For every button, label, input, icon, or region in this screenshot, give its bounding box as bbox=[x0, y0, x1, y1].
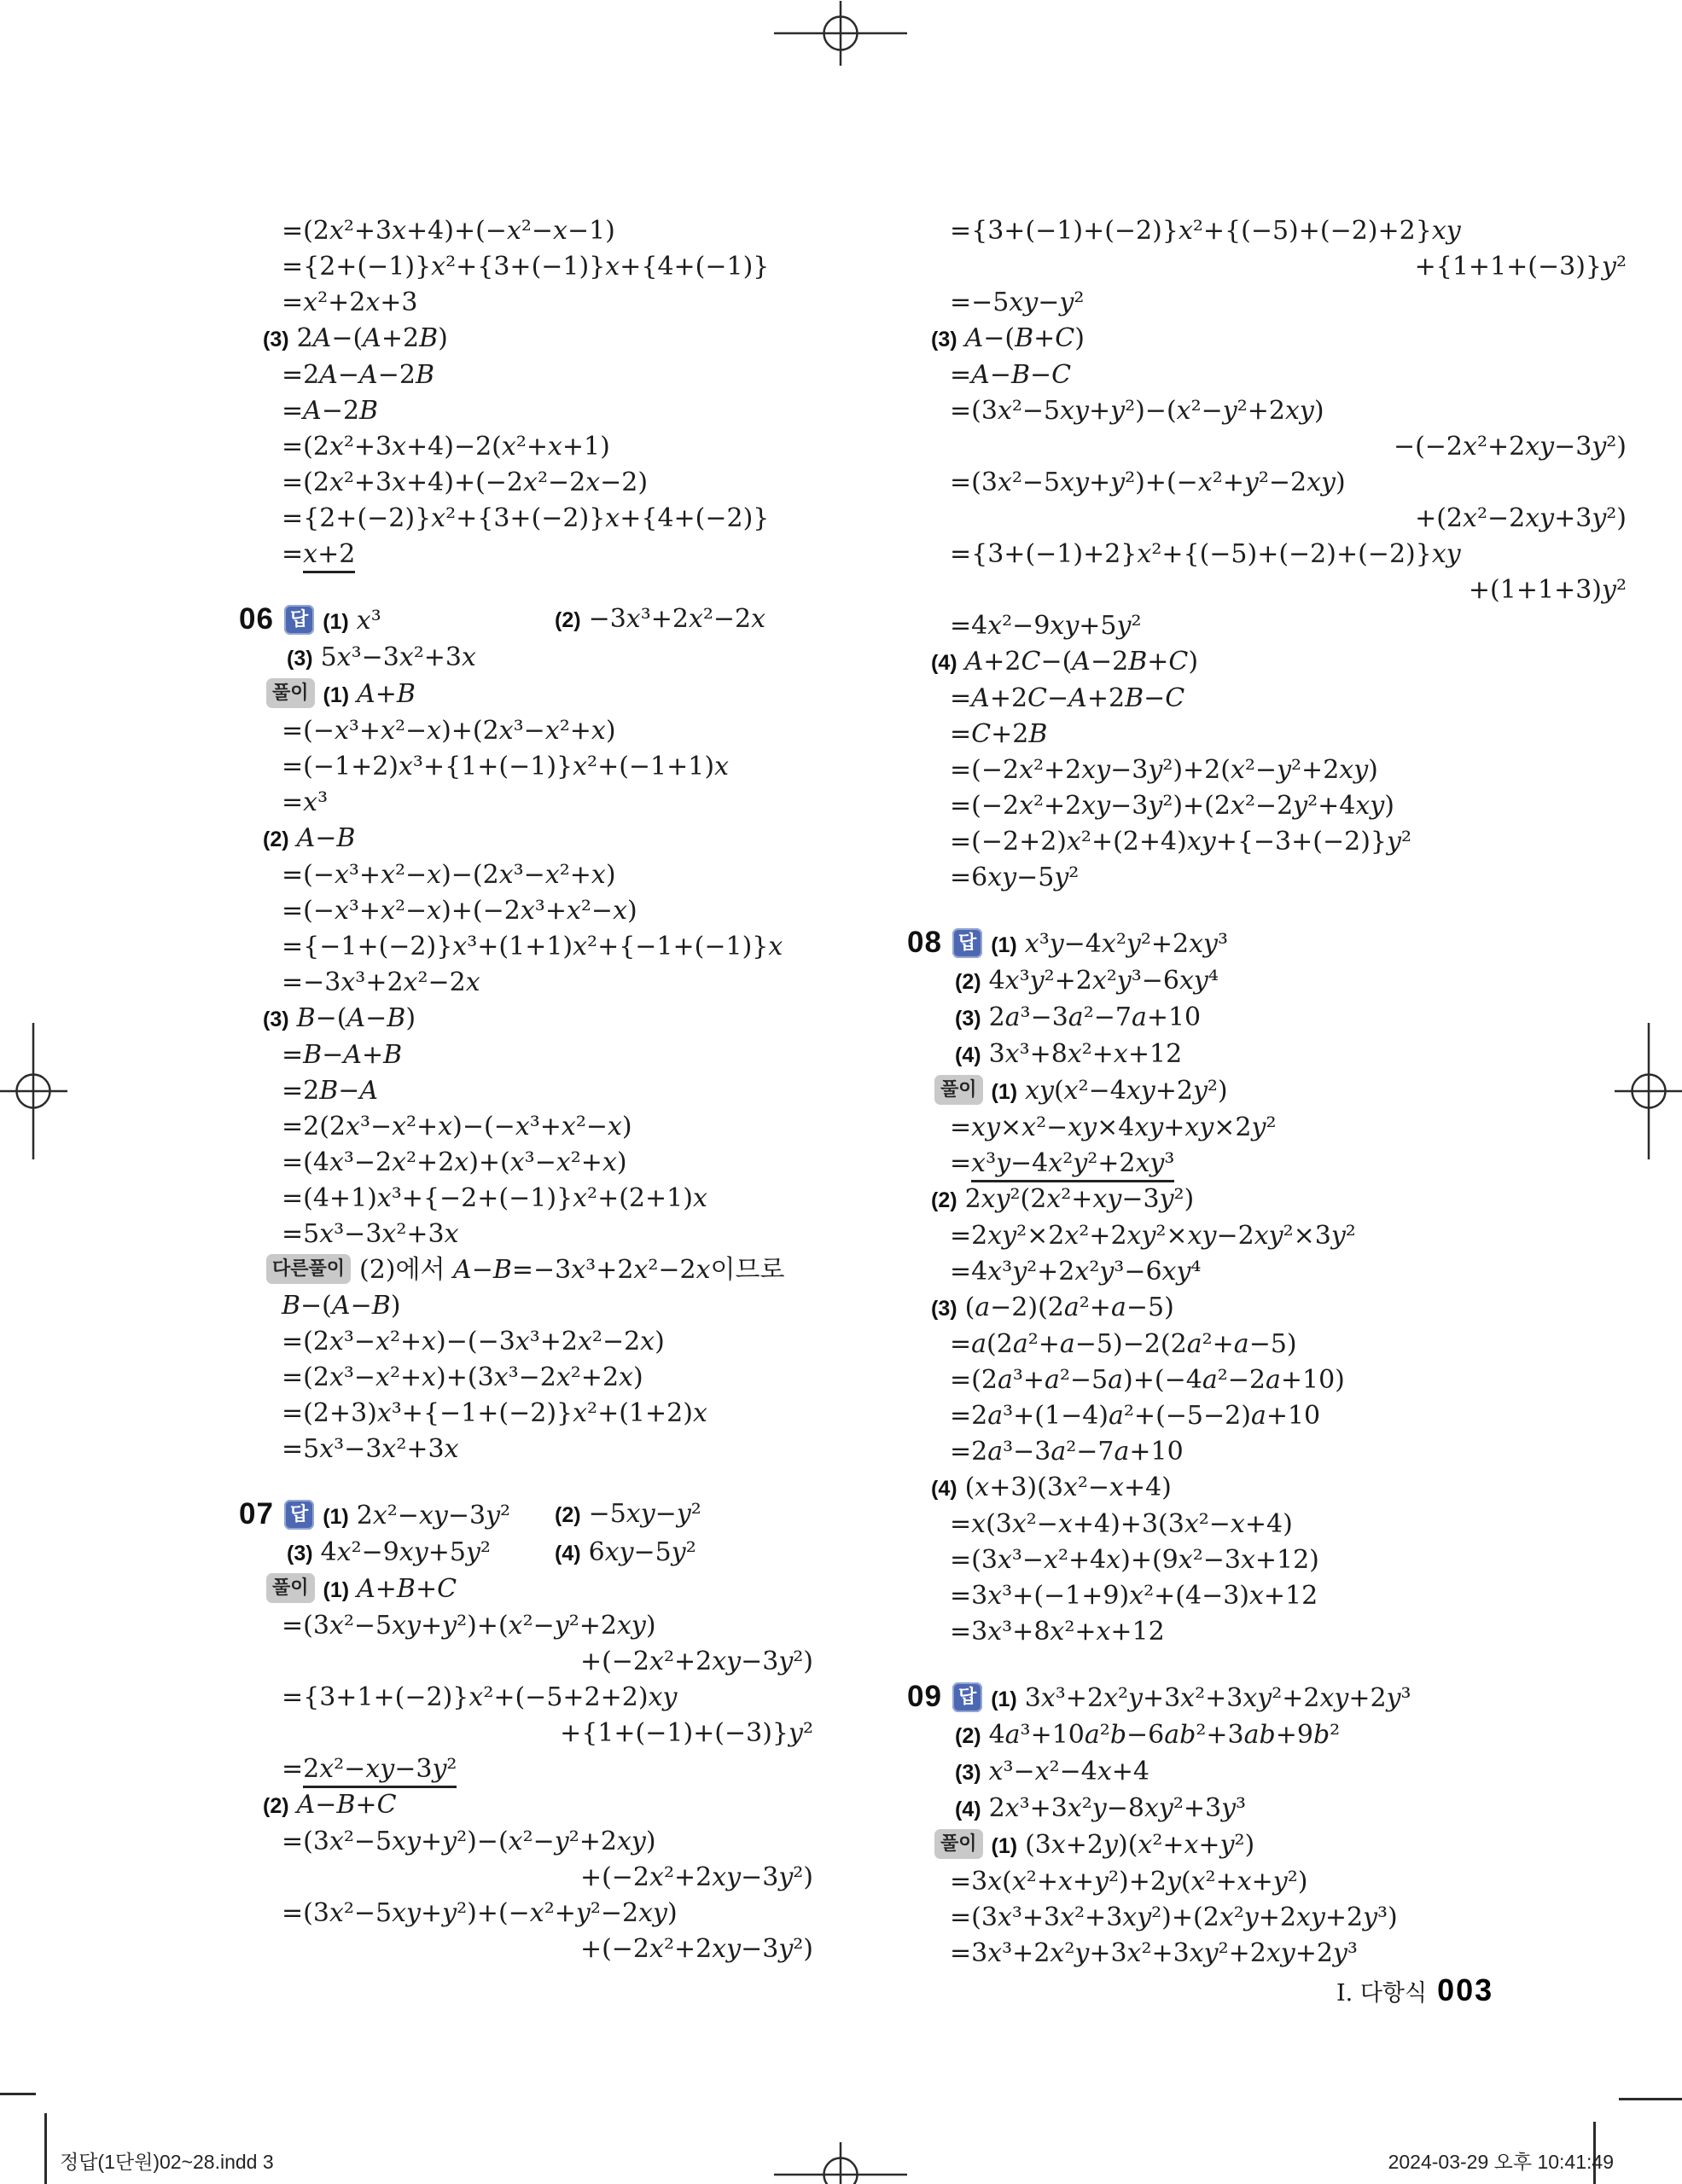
math-line bbox=[907, 1542, 1628, 1578]
math-expression: =3x³+(−1+9)x²+(4−3)x+12 bbox=[950, 1581, 1318, 1611]
crop-mark bbox=[1619, 2098, 1682, 2100]
math-line bbox=[907, 501, 1628, 537]
item-label: (4) bbox=[931, 651, 957, 675]
math-line bbox=[239, 1037, 815, 1073]
math-expression: =(3x³−x²+4x)+(9x²−3x+12) bbox=[950, 1545, 1319, 1575]
math-expression: (2)에서 A−B=−3x³+2x²−2x이므로 bbox=[359, 1255, 785, 1285]
math-line bbox=[239, 357, 815, 393]
math-expression: =B−A+B bbox=[282, 1040, 403, 1070]
math-expression: 5x³−3x²+3x bbox=[320, 642, 476, 672]
math-expression: B−(A−B) bbox=[296, 1003, 416, 1033]
math-expression: A−B+C bbox=[296, 1790, 397, 1820]
badge-sol: 풀이 bbox=[266, 1573, 315, 1603]
math-expression: =(3x²−5xy+y²)+(x²−y²+2xy) bbox=[282, 1611, 656, 1641]
math-line bbox=[239, 1716, 815, 1751]
math-expression: A−B bbox=[296, 823, 356, 853]
math-line bbox=[907, 321, 1628, 357]
item-label: (4) bbox=[955, 1043, 981, 1067]
math-line bbox=[907, 644, 1628, 681]
math-line bbox=[239, 1787, 815, 1824]
math-expression: (a−2)(2a²+a−5) bbox=[964, 1292, 1174, 1322]
math-line bbox=[239, 393, 815, 429]
problem-number: 07 bbox=[239, 1497, 274, 1531]
math-expression: +(−2x²+2xy−3y²) bbox=[579, 1934, 813, 1964]
math-expression: +{1+(−1)+(−3)}y² bbox=[560, 1718, 813, 1748]
math-expression: =(3x²−5xy+y²)+(−x²+y²−2xy) bbox=[282, 1898, 678, 1928]
math-expression: =2a³−3a²−7a+10 bbox=[950, 1437, 1184, 1467]
math-expression: =x³ bbox=[282, 787, 329, 817]
math-expression: ={3+(−1)+(−2)}x²+{(−5)+(−2)+2}xy bbox=[950, 216, 1461, 246]
math-expression: =x²+2x+3 bbox=[282, 288, 418, 317]
math-line bbox=[907, 824, 1628, 860]
item-label: (3) bbox=[931, 1297, 957, 1321]
math-line bbox=[907, 1327, 1628, 1362]
math-line bbox=[239, 749, 815, 785]
math-line bbox=[907, 1000, 1628, 1037]
math-line bbox=[907, 1470, 1628, 1507]
math-expression: 2x³+3x²y−8xy²+3y³ bbox=[988, 1793, 1247, 1823]
math-line bbox=[907, 681, 1628, 717]
item-label: (2) bbox=[555, 1503, 581, 1527]
math-expression: +{1+1+(−3)}y² bbox=[1414, 252, 1627, 282]
item-label: (1) bbox=[323, 1578, 350, 1602]
math-expression: =2B−A bbox=[282, 1076, 379, 1106]
math-expression: x³ bbox=[356, 606, 381, 636]
badge-alt: 다른풀이 bbox=[266, 1254, 351, 1284]
math-line bbox=[907, 1614, 1628, 1650]
math-line bbox=[907, 752, 1628, 788]
math-line bbox=[907, 717, 1628, 752]
math-line bbox=[907, 788, 1628, 824]
math-line bbox=[907, 1362, 1628, 1398]
math-expression: =a(2a²+a−5)−2(2a²+a−5) bbox=[950, 1329, 1297, 1359]
item-label: (3) bbox=[263, 328, 289, 351]
math-expression: (x+3)(3x²−x+4) bbox=[964, 1472, 1172, 1502]
math-expression: xy(x²−4xy+2y²) bbox=[1025, 1076, 1228, 1106]
math-line bbox=[239, 537, 815, 572]
math-expression: =5x³−3x²+3x bbox=[282, 1434, 459, 1464]
math-line bbox=[239, 1931, 815, 1967]
math-line bbox=[239, 1145, 815, 1181]
badge-ans: 답 bbox=[284, 1500, 314, 1530]
math-expression: −(−2x²+2xy−3y²) bbox=[1393, 432, 1627, 462]
math-expression: =x+2 bbox=[282, 539, 355, 573]
item-label: (1) bbox=[991, 1080, 1018, 1104]
math-expression: x³−x²−4x+4 bbox=[988, 1757, 1149, 1786]
math-expression: −3x³+2x²−2x bbox=[588, 604, 766, 634]
math-line bbox=[239, 1073, 815, 1109]
item-label: (2) bbox=[555, 608, 581, 632]
math-expression: ={3+1+(−2)}x²+(−5+2+2)xy bbox=[282, 1682, 678, 1712]
math-line bbox=[907, 1146, 1628, 1182]
math-line bbox=[239, 1252, 815, 1288]
math-expression: =(4x³−2x²+2x)+(x³−x²+x) bbox=[282, 1147, 627, 1177]
math-line bbox=[239, 1824, 815, 1860]
math-line bbox=[239, 1680, 815, 1716]
problem-number: 08 bbox=[907, 926, 942, 959]
math-line bbox=[239, 1608, 815, 1644]
right-column bbox=[907, 213, 1628, 1972]
math-expression: +(2x²−2xy+3y²) bbox=[1415, 503, 1627, 533]
math-expression: 2A−(A+2B) bbox=[296, 323, 448, 353]
math-line bbox=[907, 285, 1628, 321]
math-line bbox=[907, 1073, 1628, 1110]
math-line bbox=[907, 860, 1628, 896]
math-expression: A+B bbox=[357, 679, 416, 709]
item-label: (4) bbox=[931, 1477, 957, 1501]
item-label: (3) bbox=[287, 1542, 313, 1565]
badge-sol: 풀이 bbox=[934, 1829, 983, 1859]
math-expression: =A−2B bbox=[282, 396, 379, 426]
math-expression: A−(B+C) bbox=[964, 323, 1085, 353]
math-line bbox=[239, 1288, 815, 1324]
math-line bbox=[907, 1398, 1628, 1434]
math-expression: =(4+1)x³+{−2+(−1)}x²+(2+1)x bbox=[282, 1183, 707, 1213]
math-expression: =(−x³+x²−x)−(2x³−x²+x) bbox=[282, 860, 616, 890]
math-line bbox=[907, 1507, 1628, 1542]
math-line bbox=[239, 857, 815, 893]
item-label: (2) bbox=[931, 1188, 957, 1212]
math-expression: 2a³−3a²−7a+10 bbox=[988, 1002, 1202, 1032]
math-line bbox=[239, 249, 815, 285]
item-label: (1) bbox=[991, 1834, 1018, 1858]
math-line bbox=[239, 429, 815, 465]
page-number: 003 bbox=[1437, 1972, 1494, 2007]
math-expression: ={−1+(−2)}x³+(1+1)x²+{−1+(−1)}x bbox=[282, 932, 783, 961]
math-line bbox=[239, 1181, 815, 1217]
page-marker bbox=[1336, 1972, 1493, 2008]
math-line bbox=[239, 1860, 815, 1896]
math-line bbox=[907, 213, 1628, 249]
math-expression: =(2x²+3x+4)+(−2x²−2x−2) bbox=[282, 468, 649, 497]
math-line bbox=[239, 640, 815, 677]
registration-mark-bottom bbox=[768, 2102, 913, 2184]
item-label: (1) bbox=[323, 1505, 349, 1529]
math-expression: =(3x³+3x²+3xy²)+(2x²y+2xy+2y³) bbox=[950, 1902, 1398, 1932]
math-expression: =(3x²−5xy+y²)+(−x²+y²−2xy) bbox=[950, 468, 1346, 497]
problem-row bbox=[239, 601, 815, 640]
item-label: (3) bbox=[955, 1761, 981, 1785]
math-line bbox=[239, 321, 815, 357]
math-expression: A+2C−(A−2B+C) bbox=[964, 647, 1199, 677]
math-expression: =(2x²+3x+4)+(−x²−x−1) bbox=[282, 216, 615, 246]
math-line bbox=[907, 1717, 1628, 1754]
item-label: (1) bbox=[991, 1687, 1017, 1711]
math-line bbox=[907, 572, 1628, 608]
item-label: (3) bbox=[263, 1008, 289, 1031]
math-expression: −5xy−y² bbox=[588, 1499, 701, 1529]
badge-ans: 답 bbox=[952, 928, 982, 958]
math-expression: =6xy−5y² bbox=[950, 863, 1080, 892]
math-line bbox=[907, 1290, 1628, 1327]
item-label: (4) bbox=[555, 1542, 581, 1565]
problem-row bbox=[907, 1679, 1628, 1717]
math-expression: =−5xy−y² bbox=[950, 288, 1085, 317]
math-line bbox=[239, 1644, 815, 1680]
math-expression: =−3x³+2x²−2x bbox=[282, 967, 480, 997]
item-label: (2) bbox=[955, 970, 981, 994]
math-line bbox=[907, 465, 1628, 501]
math-expression: 6xy−5y² bbox=[588, 1537, 696, 1567]
math-line bbox=[907, 1791, 1628, 1827]
math-expression: =x³y−4x²y²+2xy³ bbox=[950, 1148, 1174, 1182]
math-expression: =(2x³−x²+x)−(−3x³+2x²−2x) bbox=[282, 1327, 665, 1356]
math-expression: =A−B−C bbox=[950, 360, 1072, 390]
problem-number: 06 bbox=[239, 602, 274, 636]
math-line bbox=[907, 1182, 1628, 1218]
footer-filename: 정답(1단원)02~28.indd 3 bbox=[60, 2151, 274, 2173]
item-label: (4) bbox=[955, 1798, 981, 1821]
math-expression: +(−2x²+2xy−3y²) bbox=[579, 1862, 813, 1892]
math-line bbox=[907, 1218, 1628, 1254]
math-expression: =(2x³−x²+x)+(3x³−2x²+2x) bbox=[282, 1362, 643, 1392]
math-expression: (3x+2y)(x²+x+y²) bbox=[1025, 1830, 1255, 1860]
math-line bbox=[239, 965, 815, 1001]
math-expression: =(−x³+x²−x)+(−2x³+x²−x) bbox=[282, 896, 637, 926]
math-expression: =3x(x²+x+y²)+2y(x²+x+y²) bbox=[950, 1867, 1308, 1896]
item-label: (2) bbox=[263, 1794, 289, 1818]
math-line bbox=[239, 465, 815, 501]
math-line bbox=[239, 1324, 815, 1360]
math-expression: =(−1+2)x³+{1+(−1)}x²+(−1+1)x bbox=[282, 752, 729, 781]
math-expression: =3x³+8x²+x+12 bbox=[950, 1617, 1165, 1647]
left-column bbox=[239, 213, 815, 1967]
crop-mark bbox=[0, 2093, 36, 2095]
math-line bbox=[239, 821, 815, 857]
math-expression: =C+2B bbox=[950, 719, 1048, 749]
math-expression: 2x²−xy−3y² bbox=[356, 1501, 511, 1531]
footer-timestamp: 2024-03-29 오후 10:41:49 bbox=[1388, 2151, 1614, 2173]
math-expression: 4x³y²+2x²y³−6xy⁴ bbox=[988, 966, 1219, 996]
math-line bbox=[239, 785, 815, 821]
math-line bbox=[907, 537, 1628, 572]
item-label: (2) bbox=[263, 828, 289, 851]
math-expression: 3x³+2x²y+3x²+3xy²+2xy+2y³ bbox=[1024, 1683, 1411, 1713]
math-expression: =2x²−xy−3y² bbox=[282, 1754, 457, 1788]
badge-sol: 풀이 bbox=[266, 678, 315, 708]
math-expression: =4x³y²+2x²y³−6xy⁴ bbox=[950, 1257, 1202, 1287]
math-expression: =(2+3)x³+{−1+(−2)}x²+(1+2)x bbox=[282, 1398, 707, 1428]
math-line bbox=[239, 285, 815, 321]
item-label: (3) bbox=[931, 328, 957, 351]
math-expression: =(3x²−5xy+y²)−(x²−y²+2xy) bbox=[950, 396, 1324, 426]
math-expression: =(3x²−5xy+y²)−(x²−y²+2xy) bbox=[282, 1827, 656, 1856]
math-line bbox=[239, 1751, 815, 1787]
math-line bbox=[239, 1571, 815, 1608]
badge-ans: 답 bbox=[952, 1682, 982, 1712]
registration-mark-left bbox=[0, 1019, 106, 1164]
math-line bbox=[239, 1896, 815, 1931]
item-label: (1) bbox=[323, 683, 350, 707]
math-line bbox=[907, 357, 1628, 393]
math-expression: =x(3x²−x+4)+3(3x²−x+4) bbox=[950, 1509, 1293, 1539]
math-line bbox=[907, 608, 1628, 644]
math-line bbox=[907, 1110, 1628, 1146]
math-expression: ={2+(−2)}x²+{3+(−2)}x+{4+(−2)} bbox=[282, 503, 770, 533]
math-line bbox=[907, 1900, 1628, 1936]
math-expression: =(−2x²+2xy−3y²)+2(x²−y²+2xy) bbox=[950, 755, 1378, 785]
math-line bbox=[239, 1217, 815, 1252]
item-label: (1) bbox=[991, 933, 1017, 957]
math-expression: =A+2C−A+2B−C bbox=[950, 683, 1185, 713]
registration-mark-top bbox=[768, 0, 913, 106]
item-label: (3) bbox=[287, 647, 313, 671]
math-expression: =(−2+2)x²+(2+4)xy+{−3+(−2)}y² bbox=[950, 827, 1411, 857]
math-expression: =(2x²+3x+4)−2(x²+x+1) bbox=[282, 432, 610, 462]
math-line bbox=[239, 1432, 815, 1467]
math-line bbox=[907, 1578, 1628, 1614]
math-expression: 2xy²(2x²+xy−3y²) bbox=[964, 1184, 1195, 1214]
math-line bbox=[907, 1434, 1628, 1470]
answer-item-second bbox=[555, 601, 765, 638]
math-line bbox=[239, 893, 815, 929]
math-expression: =xy×x²−xy×4xy+xy×2y² bbox=[950, 1112, 1277, 1142]
math-expression: 3x³+8x²+x+12 bbox=[988, 1039, 1183, 1069]
badge-sol: 풀이 bbox=[934, 1075, 983, 1105]
item-label: (2) bbox=[955, 1724, 981, 1748]
math-expression: =4x²−9xy+5y² bbox=[950, 611, 1142, 641]
math-expression: +(−2x²+2xy−3y²) bbox=[579, 1647, 813, 1676]
math-expression: +(1+1+3)y² bbox=[1468, 575, 1627, 605]
math-expression: ={3+(−1)+2}x²+{(−5)+(−2)+(−2)}xy bbox=[950, 539, 1461, 569]
crop-mark bbox=[44, 2113, 47, 2184]
answer-item-second bbox=[555, 1496, 701, 1533]
math-line bbox=[907, 1254, 1628, 1290]
math-line bbox=[907, 1037, 1628, 1073]
math-expression: =5x³−3x²+3x bbox=[282, 1219, 459, 1249]
math-expression: =2(2x³−x²+x)−(−x³+x²−x) bbox=[282, 1112, 632, 1141]
math-expression: =2xy²×2x²+2xy²×xy−2xy²×3y² bbox=[950, 1221, 1356, 1251]
math-line bbox=[907, 249, 1628, 285]
math-expression: =(2a³+a²−5a)+(−4a²−2a+10) bbox=[950, 1365, 1345, 1395]
math-line bbox=[239, 677, 815, 713]
math-line bbox=[239, 1396, 815, 1432]
math-line bbox=[239, 713, 815, 749]
math-expression: =(−2x²+2xy−3y²)+(2x²−2y²+4xy) bbox=[950, 791, 1394, 821]
math-expression: =(−x³+x²−x)+(2x³−x²+x) bbox=[282, 716, 616, 746]
math-line bbox=[907, 1864, 1628, 1900]
math-expression: 4a³+10a²b−6ab²+3ab+9b² bbox=[988, 1720, 1341, 1750]
math-line bbox=[907, 963, 1628, 1000]
problem-row bbox=[907, 925, 1628, 963]
math-line bbox=[907, 1827, 1628, 1864]
math-line bbox=[907, 393, 1628, 429]
problem-number: 09 bbox=[907, 1680, 942, 1713]
problem-row bbox=[239, 1496, 815, 1535]
math-line bbox=[239, 929, 815, 965]
math-expression: A+B+C bbox=[357, 1574, 457, 1604]
math-expression: 4x²−9xy+5y² bbox=[320, 1537, 491, 1567]
math-expression: =2A−A−2B bbox=[282, 360, 434, 390]
chapter-title: Ⅰ. 다항식 bbox=[1336, 1980, 1428, 2007]
badge-ans: 답 bbox=[284, 605, 314, 635]
math-line bbox=[239, 1535, 815, 1571]
math-line bbox=[239, 213, 815, 249]
math-expression: =2a³+(1−4)a²+(−5−2)a+10 bbox=[950, 1401, 1321, 1431]
math-line bbox=[239, 1001, 815, 1037]
math-line bbox=[239, 1109, 815, 1145]
math-line bbox=[907, 429, 1628, 465]
math-expression: B−(A−B) bbox=[282, 1291, 401, 1321]
answer-item-second bbox=[555, 1535, 696, 1571]
math-line bbox=[239, 501, 815, 537]
math-expression: =3x³+2x²y+3x²+3xy²+2xy+2y³ bbox=[950, 1938, 1358, 1968]
math-expression: x³y−4x²y²+2xy³ bbox=[1024, 929, 1228, 959]
math-line bbox=[907, 1754, 1628, 1791]
item-label: (1) bbox=[323, 610, 349, 634]
math-expression: ={2+(−1)}x²+{3+(−1)}x+{4+(−1)} bbox=[282, 252, 770, 282]
math-line bbox=[907, 1936, 1628, 1972]
math-line bbox=[239, 1360, 815, 1396]
item-label: (3) bbox=[955, 1007, 981, 1031]
